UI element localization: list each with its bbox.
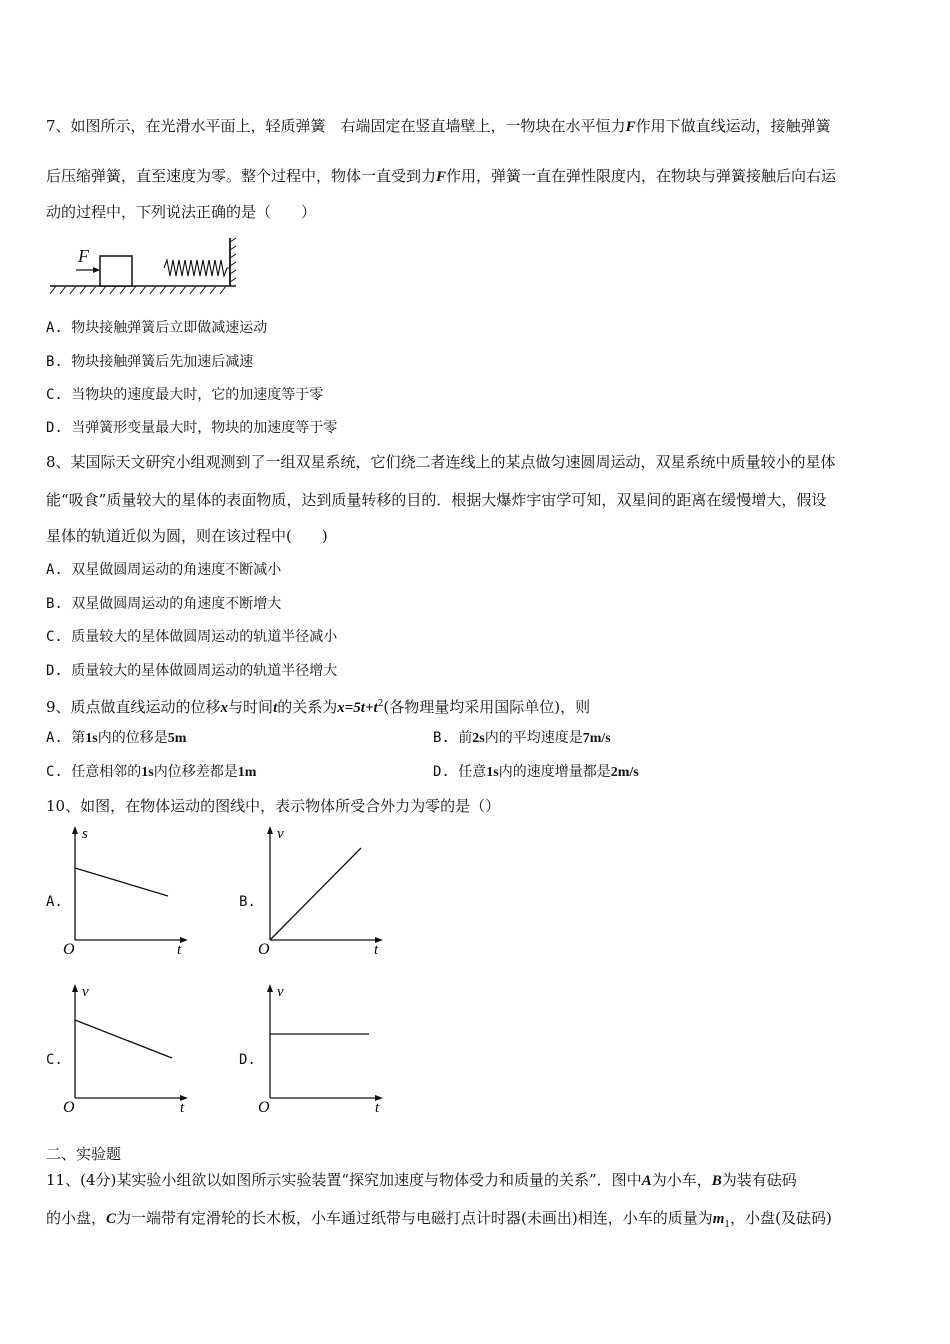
graph-c-y-label: v <box>82 984 89 1000</box>
var-x: x <box>220 700 229 716</box>
var-F: F <box>625 119 636 135</box>
section-heading: 二、实验题 <box>46 1145 122 1163</box>
graph-a-origin: O <box>63 941 75 958</box>
q9-text: 内的位移是 <box>97 730 168 746</box>
graph-b-y-label: v <box>277 826 284 842</box>
q11-line-1 <box>46 1170 797 1191</box>
q9-stem <box>46 694 590 718</box>
q9-option-d <box>433 762 639 783</box>
q7-spring-figure <box>46 238 246 300</box>
formula: x=5t+t <box>337 700 378 716</box>
graph-c-x-label: t <box>180 1100 185 1116</box>
q9-text: 的关系为 <box>277 698 338 716</box>
var-B: B <box>711 1173 722 1189</box>
q9-bold: 1s <box>85 731 98 746</box>
q9-bold: 7m/s <box>582 731 611 746</box>
graph-b-line <box>270 848 361 940</box>
q11-text: 为小车， <box>651 1171 712 1189</box>
q9-text: 内位移差都是 <box>153 764 238 780</box>
q9-text: D. 任意 <box>433 764 487 780</box>
var-A: A <box>641 1173 652 1189</box>
graph-b-x-label: t <box>374 942 379 958</box>
graph-d-y-label: v <box>277 984 284 1000</box>
q8-option-c: C. 质量较大的星体做圆周运动的轨道半径减小 <box>46 629 338 645</box>
q7-text: 作用，弹簧一直在弹性限度内，在物块与弹簧接触后向右运 <box>446 167 837 185</box>
q9-bold: 2s <box>472 731 485 746</box>
q9-bold: 1s <box>486 765 499 780</box>
graph-d-label: D. <box>239 1052 256 1068</box>
graph-b-origin: O <box>258 941 270 958</box>
q8-line-2: 能“吸食”质量较大的星体的表面物质，达到质量转移的目的．根据大爆炸宇宙学可知，双星间的距离在缓慢增大，假设 <box>46 491 827 509</box>
graph-a-x-label: t <box>177 942 182 958</box>
q11-text: 的小盘， <box>46 1209 107 1227</box>
graph-c-origin: O <box>63 1099 75 1116</box>
var-C: C <box>106 1211 117 1227</box>
var-F: F <box>436 169 447 185</box>
q9-text: 与时间 <box>228 698 274 716</box>
q9-text: 9、质点做直线运动的位移 <box>46 698 221 716</box>
q7-option-b: B. 物块接触弹簧后先加速后减速 <box>46 354 254 370</box>
q11-text: ，小盘(及砝码) <box>730 1209 832 1227</box>
graph-a-line <box>75 868 168 896</box>
q9-bold: 1m <box>237 765 257 780</box>
q9-text: A. 第 <box>46 730 86 746</box>
q9-option-c <box>46 762 256 783</box>
q9-text: (各物理量均采用国际单位)，则 <box>383 698 591 716</box>
q7-line-2 <box>46 166 836 187</box>
graph-d-origin: O <box>258 1099 270 1116</box>
graph-a-label: A. <box>46 894 63 910</box>
force-label: F <box>78 246 89 266</box>
graph-a <box>60 826 190 956</box>
graph-a-y-label: s <box>82 826 88 842</box>
q8-line-3: 星体的轨道近似为圆，则在该过程中( ) <box>46 527 328 545</box>
q7-text: 后压缩弹簧，直至速度为零。整个过程中，物体一直受到力 <box>46 167 437 185</box>
q11-text: 11、(4分)某实验小组欲以如图所示实验装置“探究加速度与物体受力和质量的关系”．图中 <box>46 1171 642 1189</box>
q7-line-1 <box>46 116 831 137</box>
q9-option-a <box>46 728 186 749</box>
q9-bold: 1s <box>141 765 154 780</box>
q9-bold: 5m <box>167 731 187 746</box>
graph-b-label: B. <box>239 894 256 910</box>
q11-text: 为一端带有定滑轮的长木板，小车通过纸带与电磁打点计时器(未画出)相连，小车的质量为 <box>116 1209 713 1227</box>
q7-line-3: 动的过程中，下列说法正确的是（ ） <box>46 203 317 221</box>
q8-option-b: B. 双星做圆周运动的角速度不断增大 <box>46 596 282 612</box>
q9-bold: 2m/s <box>610 765 639 780</box>
q9-text: C. 任意相邻的 <box>46 764 142 780</box>
q8-option-a: A. 双星做圆周运动的角速度不断减小 <box>46 562 282 578</box>
q7-option-a: A. 物块接触弹簧后立即做减速运动 <box>46 320 268 336</box>
q10-stem: 10、如图，在物体运动的图线中，表示物体所受合外力为零的是（） <box>46 797 501 815</box>
graph-c <box>60 984 190 1114</box>
spring <box>164 260 230 276</box>
var-m-subscript: 1 <box>724 1220 731 1230</box>
graph-d <box>255 984 385 1114</box>
q7-text: 7、如图所示，在光滑水平面上，轻质弹簧 右端固定在竖直墙壁上，一物块在水平恒力 <box>46 117 626 135</box>
q9-text: 内的速度增量都是 <box>498 764 611 780</box>
q8-line-1: 8、某国际天文研究小组观测到了一组双星系统，它们绕二者连线上的某点做匀速圆周运动，双星系统中质量较小的星体 <box>46 453 836 471</box>
graph-b <box>255 826 385 956</box>
q9-text: B. 前 <box>433 730 473 746</box>
formula-exponent: 2 <box>377 699 384 709</box>
q11-line-2 <box>46 1208 832 1235</box>
block <box>100 256 132 286</box>
graph-c-label: C. <box>46 1052 63 1068</box>
q8-option-d: D. 质量较大的星体做圆周运动的轨道半径增大 <box>46 663 338 679</box>
q7-option-d: D. 当弹簧形变量最大时，物块的加速度等于零 <box>46 420 338 436</box>
var-m: m <box>712 1211 725 1227</box>
q11-text: 为装有砝码 <box>721 1171 797 1189</box>
q9-option-b <box>433 728 611 749</box>
graph-c-line <box>75 1020 172 1058</box>
q7-option-c: C. 当物块的速度最大时，它的加速度等于零 <box>46 387 324 403</box>
graph-d-x-label: t <box>375 1100 380 1116</box>
q9-text: 内的平均速度是 <box>484 730 583 746</box>
q7-text: 作用下做直线运动，接触弹簧 <box>635 117 831 135</box>
var-t: t <box>273 700 278 716</box>
